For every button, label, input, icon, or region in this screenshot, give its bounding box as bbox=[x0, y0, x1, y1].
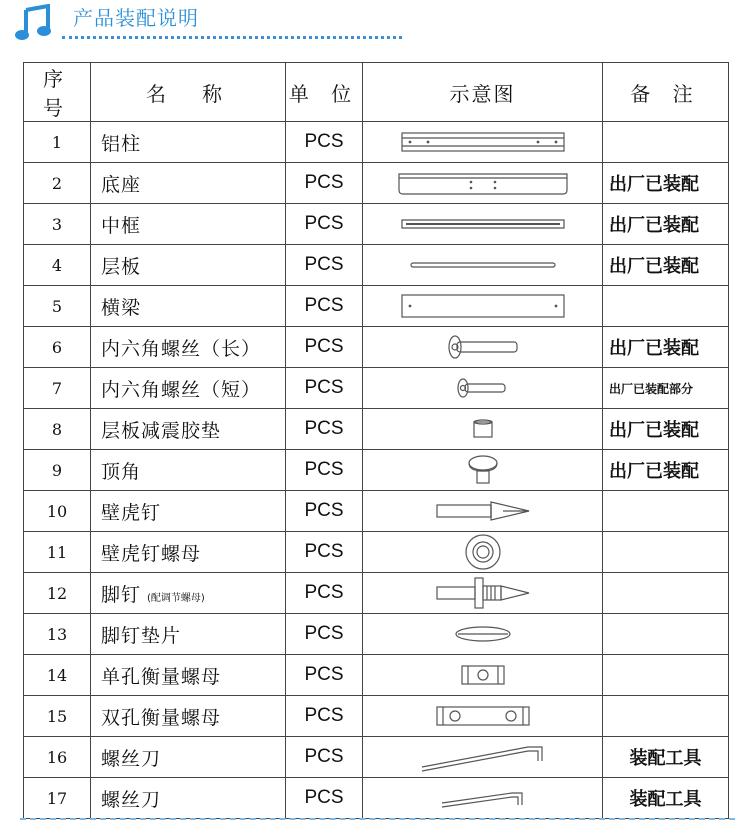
part-name bbox=[91, 163, 286, 204]
note bbox=[603, 491, 729, 532]
unit: PCS bbox=[286, 409, 363, 450]
title-divider bbox=[62, 36, 402, 39]
header-unit: 单 位 bbox=[286, 63, 363, 122]
base-icon bbox=[363, 163, 603, 204]
row-number: 6 bbox=[24, 327, 91, 368]
note bbox=[603, 532, 729, 573]
unit: PCS bbox=[286, 286, 363, 327]
part-name-text: 内六角螺丝（长） bbox=[101, 337, 262, 360]
part-name-text: 双孔衡量螺母 bbox=[101, 706, 222, 729]
crossbeam-icon bbox=[363, 286, 603, 327]
part-name-text: 层板减震胶垫 bbox=[101, 419, 222, 442]
part-name bbox=[91, 286, 286, 327]
section-header bbox=[0, 0, 750, 50]
part-name bbox=[91, 327, 286, 368]
part-name-text: 脚钉垫片 bbox=[101, 624, 182, 647]
row-number: 1 bbox=[24, 122, 91, 163]
note bbox=[603, 696, 729, 737]
part-name bbox=[91, 450, 286, 491]
header-figure: 示意图 bbox=[363, 63, 603, 122]
part-name-text: 顶角 bbox=[101, 460, 142, 483]
note: 出厂已装配 bbox=[603, 450, 729, 491]
note: 装配工具 bbox=[603, 778, 729, 819]
short-hex-key-icon bbox=[363, 778, 603, 819]
music-note-icon bbox=[14, 4, 54, 42]
part-name bbox=[91, 245, 286, 286]
part-name bbox=[91, 696, 286, 737]
foot-washer-icon bbox=[363, 614, 603, 655]
row-number: 3 bbox=[24, 204, 91, 245]
table-row bbox=[24, 655, 729, 696]
parts-table bbox=[23, 62, 729, 819]
note bbox=[603, 614, 729, 655]
row-number: 17 bbox=[24, 778, 91, 819]
middle-frame-icon bbox=[363, 204, 603, 245]
table-row bbox=[24, 737, 729, 778]
unit: PCS bbox=[286, 573, 363, 614]
part-name bbox=[91, 737, 286, 778]
bolt-nut-icon bbox=[363, 532, 603, 573]
part-name-text: 壁虎钉螺母 bbox=[101, 542, 202, 565]
part-name-text: 铝柱 bbox=[101, 132, 142, 155]
table-row bbox=[24, 245, 729, 286]
row-number: 7 bbox=[24, 368, 91, 409]
unit: PCS bbox=[286, 245, 363, 286]
part-name bbox=[91, 409, 286, 450]
short-hex-screw-icon bbox=[363, 368, 603, 409]
part-name-text: 单孔衡量螺母 bbox=[101, 665, 222, 688]
unit: PCS bbox=[286, 450, 363, 491]
note: 出厂已装配 bbox=[603, 163, 729, 204]
note: 出厂已装配部分 bbox=[603, 368, 729, 409]
table-row bbox=[24, 491, 729, 532]
note: 出厂已装配 bbox=[603, 327, 729, 368]
part-name-text: 壁虎钉 bbox=[101, 501, 162, 524]
note bbox=[603, 122, 729, 163]
unit: PCS bbox=[286, 163, 363, 204]
header-note: 备 注 bbox=[603, 63, 729, 122]
note: 出厂已装配 bbox=[603, 245, 729, 286]
unit: PCS bbox=[286, 368, 363, 409]
part-name-text: 底座 bbox=[101, 173, 142, 196]
note bbox=[603, 286, 729, 327]
table-row bbox=[24, 532, 729, 573]
row-number: 13 bbox=[24, 614, 91, 655]
part-name-text: 内六角螺丝（短） bbox=[101, 378, 262, 401]
unit: PCS bbox=[286, 491, 363, 532]
table-row bbox=[24, 368, 729, 409]
table-header-row bbox=[24, 63, 729, 122]
row-number: 12 bbox=[24, 573, 91, 614]
note: 出厂已装配 bbox=[603, 204, 729, 245]
rubber-pad-icon bbox=[363, 409, 603, 450]
row-number: 4 bbox=[24, 245, 91, 286]
note bbox=[603, 655, 729, 696]
table-row bbox=[24, 122, 729, 163]
expansion-bolt-icon bbox=[363, 491, 603, 532]
table-row bbox=[24, 286, 729, 327]
unit: PCS bbox=[286, 778, 363, 819]
part-name bbox=[91, 204, 286, 245]
table-row bbox=[24, 327, 729, 368]
part-name-text: 脚钉 bbox=[101, 583, 142, 606]
table-row bbox=[24, 450, 729, 491]
part-name bbox=[91, 368, 286, 409]
part-name bbox=[91, 532, 286, 573]
single-hole-nut-icon bbox=[363, 655, 603, 696]
table-row bbox=[24, 614, 729, 655]
unit: PCS bbox=[286, 122, 363, 163]
long-hex-key-icon bbox=[363, 737, 603, 778]
table-row bbox=[24, 204, 729, 245]
long-hex-screw-icon bbox=[363, 327, 603, 368]
aluminum-post-icon bbox=[363, 122, 603, 163]
unit: PCS bbox=[286, 327, 363, 368]
part-name bbox=[91, 122, 286, 163]
row-number: 14 bbox=[24, 655, 91, 696]
bottom-divider bbox=[20, 818, 735, 820]
part-name-text: 层板 bbox=[101, 255, 142, 278]
note: 装配工具 bbox=[603, 737, 729, 778]
row-number: 16 bbox=[24, 737, 91, 778]
row-number: 9 bbox=[24, 450, 91, 491]
top-cap-icon bbox=[363, 450, 603, 491]
page-title: 产品装配说明 bbox=[73, 6, 199, 30]
unit: PCS bbox=[286, 696, 363, 737]
unit: PCS bbox=[286, 737, 363, 778]
part-name bbox=[91, 655, 286, 696]
part-name bbox=[91, 573, 286, 614]
table-row bbox=[24, 696, 729, 737]
table-row bbox=[24, 409, 729, 450]
unit: PCS bbox=[286, 614, 363, 655]
double-hole-nut-icon bbox=[363, 696, 603, 737]
table-row bbox=[24, 573, 729, 614]
note: 出厂已装配 bbox=[603, 409, 729, 450]
header-no: 序 号 bbox=[24, 63, 91, 122]
part-name-text: 中框 bbox=[101, 214, 142, 237]
row-number: 15 bbox=[24, 696, 91, 737]
part-name-text: 横梁 bbox=[101, 296, 142, 319]
part-name-sub: (配调节螺母) bbox=[147, 592, 205, 604]
note bbox=[603, 573, 729, 614]
unit: PCS bbox=[286, 532, 363, 573]
foot-screw-icon bbox=[363, 573, 603, 614]
row-number: 2 bbox=[24, 163, 91, 204]
shelf-board-icon bbox=[363, 245, 603, 286]
row-number: 5 bbox=[24, 286, 91, 327]
part-name-text: 螺丝刀 bbox=[101, 747, 162, 770]
row-number: 10 bbox=[24, 491, 91, 532]
table-row bbox=[24, 778, 729, 819]
part-name bbox=[91, 491, 286, 532]
unit: PCS bbox=[286, 204, 363, 245]
table-row bbox=[24, 163, 729, 204]
part-name bbox=[91, 778, 286, 819]
row-number: 8 bbox=[24, 409, 91, 450]
header-name: 名 称 bbox=[91, 63, 286, 122]
row-number: 11 bbox=[24, 532, 91, 573]
part-name bbox=[91, 614, 286, 655]
unit: PCS bbox=[286, 655, 363, 696]
part-name-text: 螺丝刀 bbox=[101, 788, 162, 811]
